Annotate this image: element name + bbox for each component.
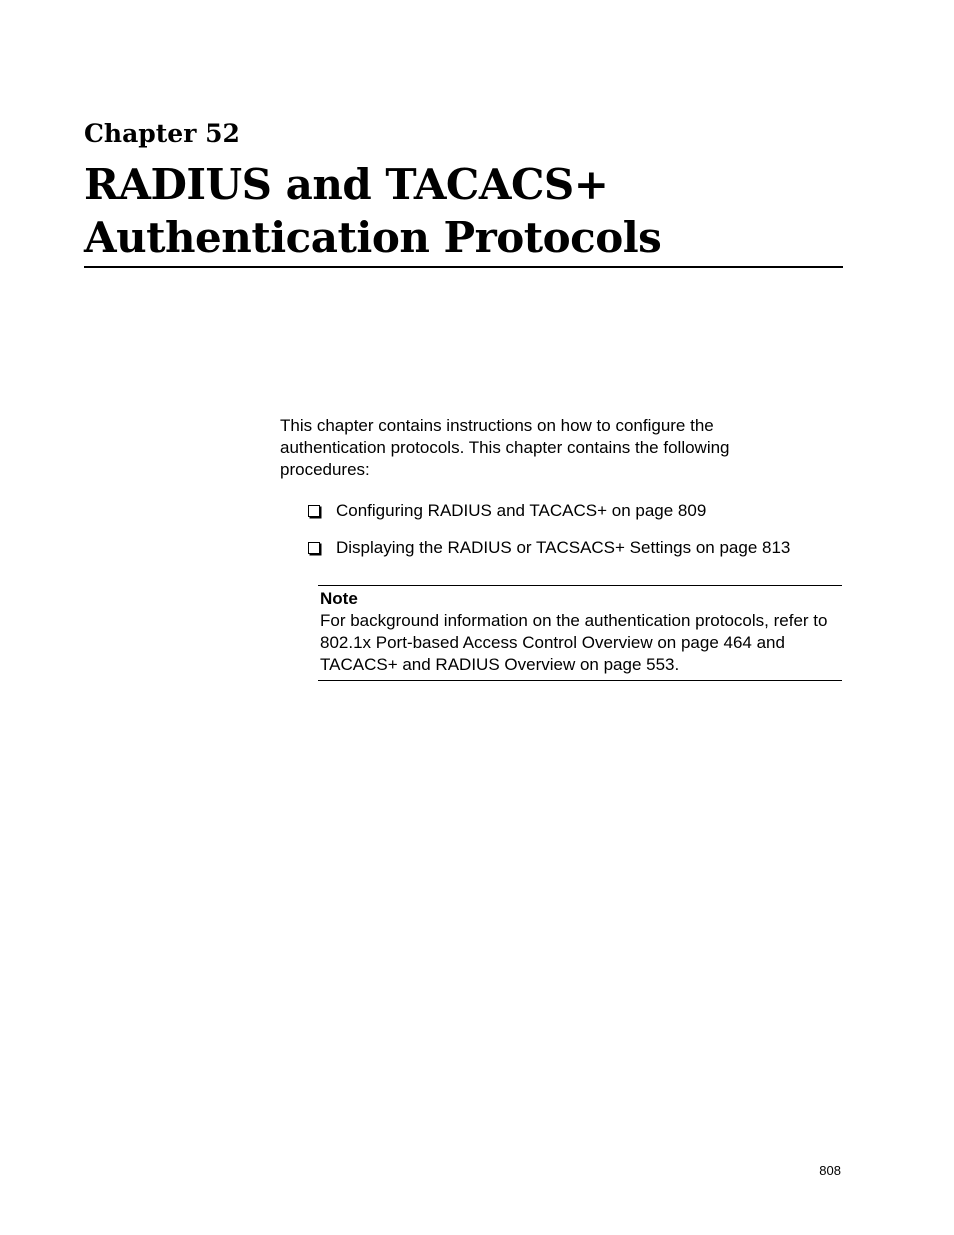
checkbox-bullet-icon [308, 542, 320, 554]
procedure-item [308, 537, 790, 559]
procedure-list [308, 500, 790, 574]
checkbox-bullet-icon [308, 505, 320, 517]
note-heading: Note [320, 589, 358, 608]
title-divider [84, 266, 843, 268]
page-number: 808 [819, 1163, 841, 1178]
chapter-label: Chapter 52 [84, 119, 240, 148]
chapter-title-line-2: Authentication Protocols [84, 213, 662, 262]
intro-paragraph: This chapter contains instructions on how to configure the authentication protocols. This chapter contains the following procedures: [280, 416, 730, 479]
procedure-link[interactable]: Displaying the RADIUS or TACSACS+ Settings on page 813 [336, 538, 791, 557]
note-box [318, 585, 842, 681]
chapter-title-line-1: RADIUS and TACACS+ [84, 160, 609, 209]
procedure-item [308, 500, 790, 522]
chapter-title [84, 158, 661, 264]
note-body: For background information on the authentication protocols, refer to 802.1x Port-based Access Control Overview on page 464 and TACACS+ and RADIUS Overview on page 553. [320, 611, 828, 674]
procedure-link[interactable]: Configuring RADIUS and TACACS+ on page 809 [336, 501, 707, 520]
